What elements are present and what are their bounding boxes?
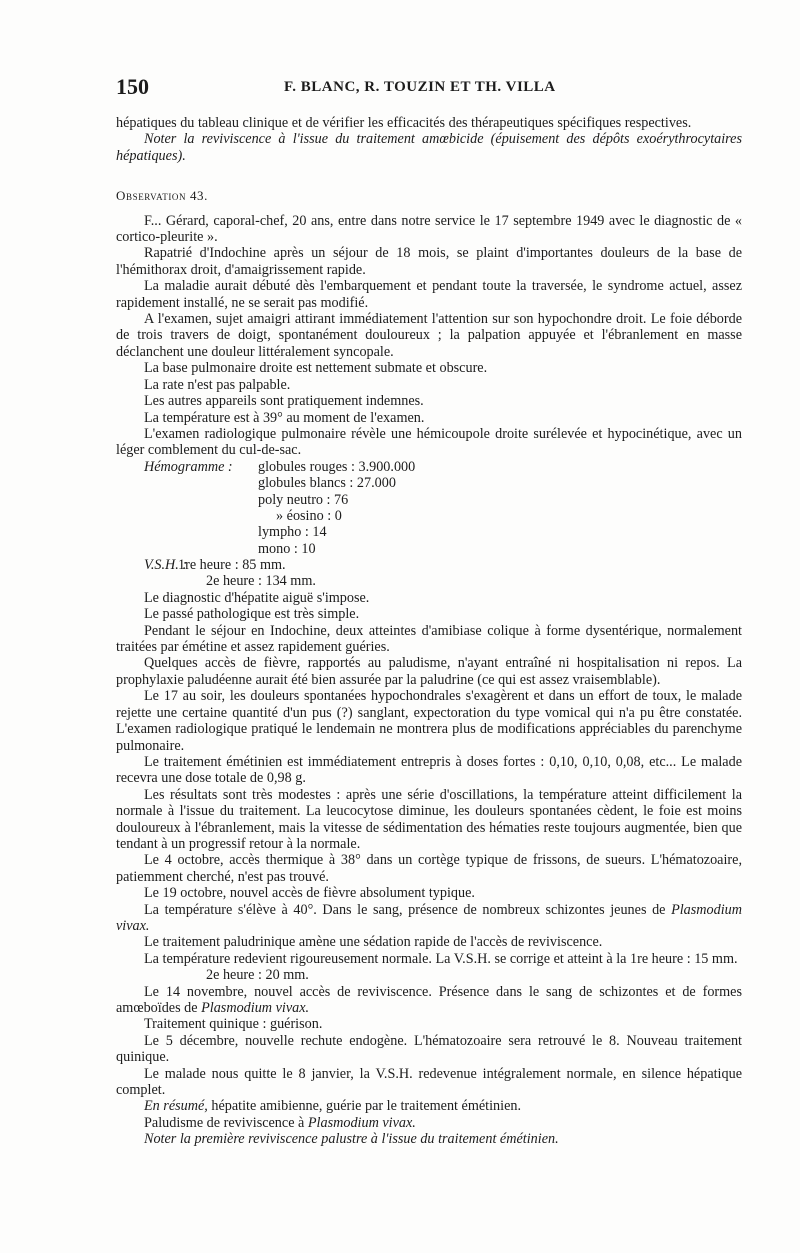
paragraph: Les résultats sont très modestes : après une série d'oscillations, la température atteint difficilement la normale à l'issue du traitement. La leucocytose diminue, les douleurs spontanées cèdent, le foie est moins douloureux à l'ébranlement, mais la vitesse de sédimentation des hématies reste toujours augmentée, bien que tendant à un progressif retour à la normale. bbox=[116, 786, 742, 852]
paragraph: La base pulmonaire droite est nettement submate et obscure. bbox=[144, 360, 488, 377]
paragraph: Les autres appareils sont pratiquement indemnes. bbox=[144, 393, 424, 410]
text-run: Paludisme de reviviscence à bbox=[144, 1114, 308, 1131]
paragraph: Le 17 au soir, les douleurs spontanées hypochondrales s'exagèrent et dans un effort de toux, le malade rejette une certaine quantité d'un pus (?) sanglant, expectoration du type vomical qui n'a pu être constatée. L'examen radiologique pratiqué le lendemain ne montrera plus de modifications appréciables du parenchyme pulmonaire. bbox=[116, 688, 742, 754]
lab-row bbox=[116, 492, 742, 508]
vsh-block bbox=[116, 557, 742, 590]
paragraph bbox=[116, 902, 742, 935]
paragraph: Traitement quinique : guérison. bbox=[144, 1016, 323, 1033]
paragraph: La maladie aurait débuté dès l'embarquement et pendant toute la traversée, le syndrome actuel, assez rapidement installé, ne se serait pas modifié. bbox=[116, 278, 742, 311]
lab-value: 2e heure : 134 mm. bbox=[206, 573, 316, 590]
lab-row bbox=[116, 524, 742, 540]
lab-row bbox=[116, 459, 742, 475]
paragraph: Le passé pathologique est très simple. bbox=[144, 606, 360, 623]
paragraph: Le 5 décembre, nouvelle rechute endogène. L'hématozoaire sera retrouvé le 8. Nouveau traitement quinique. bbox=[116, 1032, 742, 1066]
text-run: Le 14 novembre, nouvel accès de reviviscence. Présence dans le sang de schizontes et de formes amœboïdes de bbox=[116, 983, 742, 1016]
lab-row bbox=[116, 573, 742, 589]
paragraph: La rate n'est pas palpable. bbox=[144, 376, 291, 393]
lab-value: globules blancs : 27.000 bbox=[258, 475, 396, 492]
paragraph: Pendant le séjour en Indochine, deux atteintes d'amibiase colique à forme dysentérique, normalement traitées par émétine et assez rapidement guéries. bbox=[116, 622, 742, 656]
lab-row bbox=[116, 557, 742, 573]
lab-value: globules rouges : 3.900.000 bbox=[258, 458, 416, 475]
body-text bbox=[116, 115, 742, 1148]
summary-lead: En résumé, bbox=[144, 1098, 208, 1115]
vsh-label: V.S.H. : bbox=[144, 557, 188, 574]
text-run: La température s'élève à 40°. Dans le sang, présence de nombreux schizontes jeunes de bbox=[144, 901, 672, 918]
paragraph: A l'examen, sujet amaigri attirant immédiatement l'attention sur son hypochondre droit. Le foie déborde de trois travers de doigt, spontanément douloureux ; la palpation appuyée et l'ébranlement en masse déclanchent une douleur littéralement syncopale. bbox=[116, 311, 742, 360]
running-head bbox=[116, 74, 740, 100]
lab-row bbox=[116, 541, 742, 557]
paragraph: Rapatrié d'Indochine après un séjour de 18 mois, se plaint d'importantes douleurs de la base de l'hémithorax droit, d'amaigrissement rapide. bbox=[116, 245, 742, 278]
paragraph: Le 4 octobre, accès thermique à 38° dans un cortège typique de frissons, de sueurs. L'hématozoaire, patiemment cherché, n'est pas trouvé. bbox=[116, 852, 742, 885]
observation-heading: Observation 43. bbox=[116, 188, 209, 204]
paragraph: Le traitement émétinien est immédiatement entrepris à doses fortes : 0,10, 0,10, 0,08, etc... Le malade recevra une dose totale de 0,98 g. bbox=[116, 753, 742, 787]
species-name: Plasmodium vivax. bbox=[201, 999, 310, 1016]
paragraph: L'examen radiologique pulmonaire révèle une hémicoupole droite surélevée et hypocinétique, avec un léger comblement du cul-de-sac. bbox=[116, 425, 742, 459]
lab-value: poly neutro : 76 bbox=[258, 491, 349, 508]
lab-value: 2e heure : 20 mm. bbox=[206, 967, 309, 984]
lab-value: mono : 10 bbox=[258, 540, 316, 557]
lab-value: » éosino : 0 bbox=[276, 507, 342, 524]
lab-row bbox=[116, 475, 742, 491]
lab-row bbox=[116, 967, 742, 983]
species-name: Plasmodium vivax. bbox=[307, 1114, 416, 1131]
lab-row bbox=[116, 508, 742, 524]
species-name: Plasmodium vivax. bbox=[116, 901, 742, 934]
paragraph: La température redevient rigoureusement normale. La V.S.H. se corrige et atteint à la 1re heure : 15 mm. bbox=[144, 950, 738, 967]
paragraph: Le malade nous quitte le 8 janvier, la V.S.H. redevenue intégralement normale, en silence hépatique complet. bbox=[116, 1065, 742, 1099]
running-title: F. BLANC, R. TOUZIN ET TH. VILLA bbox=[284, 79, 556, 95]
paragraph: hépatiques du tableau clinique et de vérifier les efficacités des thérapeutiques spécifiques respectives. bbox=[116, 115, 692, 131]
hemogram-block bbox=[116, 459, 742, 557]
summary-paragraph bbox=[116, 1098, 742, 1114]
paragraph: F... Gérard, caporal-chef, 20 ans, entre dans notre service le 17 septembre 1949 avec le diagnostic de « cortico-pleurite ». bbox=[116, 212, 742, 246]
paragraph bbox=[116, 984, 742, 1017]
final-note: Noter la première reviviscence palustre à l'issue du traitement émétinien. bbox=[144, 1131, 559, 1148]
hemogram-label: Hémogramme : bbox=[144, 458, 233, 475]
paragraph: La température est à 39° au moment de l'examen. bbox=[144, 409, 425, 426]
paragraph: Le traitement paludrinique amène une sédation rapide de l'accès de reviviscence. bbox=[144, 934, 603, 951]
text-run: hépatite amibienne, guérie par le traitement émétinien. bbox=[207, 1098, 522, 1115]
paragraph bbox=[116, 1115, 742, 1131]
lab-value: 1re heure : 85 mm. bbox=[178, 557, 286, 574]
paragraph: Le 19 octobre, nouvel accès de fièvre absolument typique. bbox=[144, 885, 475, 902]
page-number: 150 bbox=[116, 74, 149, 99]
lab-value: lympho : 14 bbox=[258, 524, 327, 541]
paragraph-note: Noter la reviviscence à l'issue du traitement amœbicide (épuisement des dépôts exoérythrocytaires hépatiques). bbox=[116, 131, 742, 164]
paragraph: Le diagnostic d'hépatite aiguë s'impose. bbox=[144, 589, 370, 606]
paragraph: Quelques accès de fièvre, rapportés au paludisme, n'ayant entraîné ni hospitalisation ni repos. La prophylaxie paludéenne aurait été bien assurée par la paludrine (ce qui est assez vraisemblable). bbox=[116, 655, 742, 688]
